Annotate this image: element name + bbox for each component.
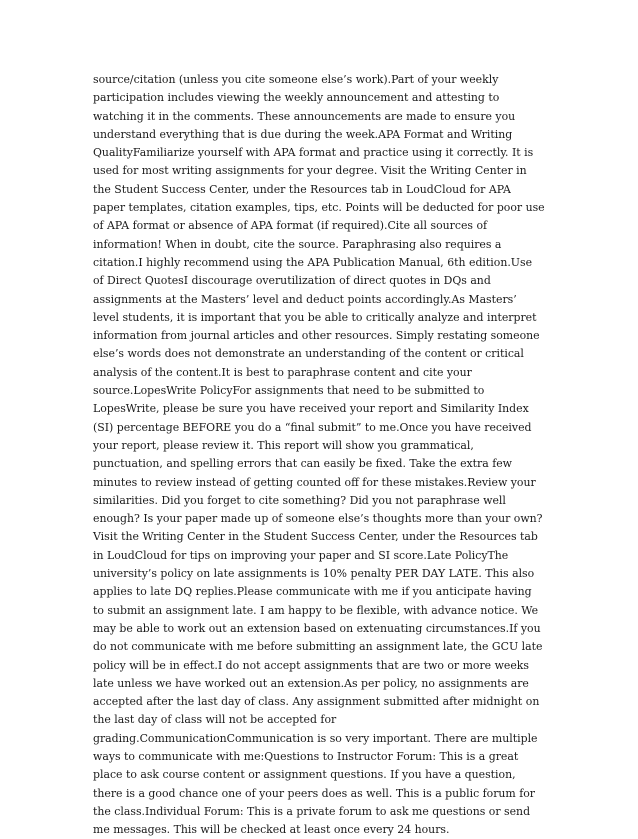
body-paragraph: source/citation (unless you cite someone else’s work).Part of your weekly participation includes viewing the weekly announcement and attesting to watching it in the comments. These announcements are made to ensure you understand everything that is due during the week.APA Format and Writing QualityFamiliarize yourself with APA format and practice using it correctly. It is used for most writing assignments for your degree. Visit the Writing Center in the Student Success Center, under the Resources tab in LoudCloud for APA paper templates, citation examples, tips, etc. Points will be deducted for poor use of APA format or absence of APA format (if required).Cite all sources of information! When in doubt, cite the source. Paraphrasing also requires a citation.I highly recommend using the APA Publication Manual, 6th edition.Use of Direct QuotesI discourage overutilization of direct quotes in DQs and assignments at the Masters’ level and deduct points accordingly.As Masters’ level students, it is important that you be able to critically analyze and interpret information from journal articles and other resources. Simply restating someone else’s words does not demonstrate an understanding of the content or critical analysis of the content.It is best to paraphrase content and cite your source.LopesWrite PolicyFor assignments that need to be submitted to LopesWrite, please be sure you have received your report and Similarity Index (SI) percentage BEFORE you do a “final submit” to me.Once you have received your report, please review it. This report will show you grammatical, punctuation, and spelling errors that can easily be fixed. Take the extra few minutes to review instead of getting counted off for these mistakes.Review your similarities. Did you forget to cite something? Did you not paraphrase well enough? Is your paper made up of someone else’s thoughts more than your own?Visit the Writing Center in the Student Success Center, under the Resources tab in LoudCloud for tips on improving your paper and SI score.Late PolicyThe university’s policy on late assignments is 10% penalty PER DAY LATE. This also applies to late DQ replies.Please communicate with me if you anticipate having to submit an assignment late. I am happy to be flexible, with advance notice. We may be able to work out an extension based on extenuating circumstances.If you do not communicate with me before submitting an assignment late, the GCU late policy will be in effect.I do not accept assignments that are two or more weeks late unless we have worked out an extension.As per policy, no assignments are accepted after the last day of class. Any assignment submitted after midnight on the last day of class will not be accepted for grading.CommunicationCommunication is so very important. There are multiple ways to communicate with me:Questions to Instructor Forum: This is a great place to ask course content or assignment questions. If you have a question, there is a good chance one of your peers does as well. This is a public forum for the class.Individual Forum: This is a private forum to ask me questions or send me messages. This will be checked at least once every 24 hours. (93, 73, 545, 837)
